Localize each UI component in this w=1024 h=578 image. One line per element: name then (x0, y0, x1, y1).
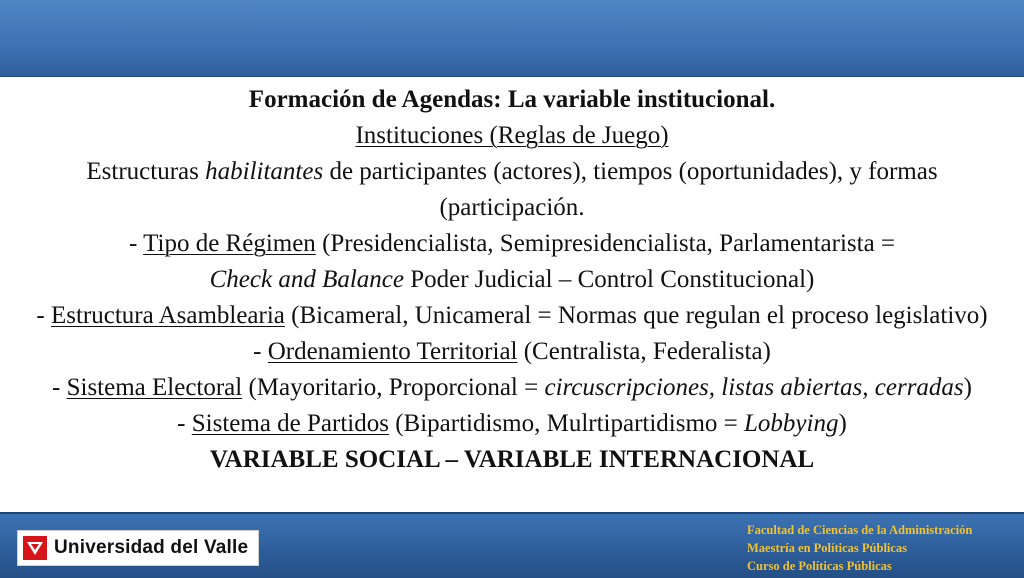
header-bar (0, 0, 1024, 77)
item-emphasis: circuscripciones, listas abiertas, cerradas (544, 374, 964, 401)
item-prefix: - (36, 302, 51, 329)
course-name: Curso de Políticas Públicas (747, 559, 892, 573)
item-estructura-asamblearia (18, 298, 1006, 334)
item-desc: (Presidencialista, Semipresidencialista, Parlamentarista = (315, 230, 896, 257)
item-prefix: - (253, 338, 268, 365)
item-desc: (Bicameral, Unicameral = Normas que regulan el proceso legislativo) (284, 302, 988, 329)
item-desc: (Centralista, Federalista) (517, 338, 771, 365)
univalle-logo-icon (23, 536, 47, 560)
item-prefix: - (128, 230, 144, 257)
item-desc: Poder Judicial – Control Constitucional) (403, 266, 815, 293)
item-prefix: - (177, 410, 192, 437)
item-term: Tipo de Régimen (143, 230, 316, 257)
item-term: Estructura Asamblearia (50, 302, 285, 329)
item-prefix: - (52, 374, 67, 401)
item-suffix: ) (963, 374, 972, 401)
item-desc: (Bipartidismo, Mulrtipartidismo = (388, 410, 745, 437)
intro-paragraph (18, 154, 1006, 226)
item-suffix: ) (838, 410, 847, 437)
intro-emphasis: habilitantes (205, 158, 324, 185)
slide-subtitle: Instituciones (Reglas de Juego) (355, 122, 669, 149)
intro-text-2: de participantes (actores), tiempos (oportunidades), y formas (participación. (323, 158, 938, 221)
item-term: Ordenamiento Territorial (267, 338, 518, 365)
slide-content (18, 82, 1006, 478)
item-sistema-partidos (18, 406, 1006, 442)
item-ordenamiento-territorial (18, 334, 1006, 370)
faculty-name: Facultad de Ciencias de la Administración (747, 523, 973, 537)
item-emphasis: Check and Balance (209, 266, 404, 293)
university-name: Universidad del Valle (54, 537, 249, 558)
item-term: Sistema de Partidos (191, 410, 389, 437)
intro-text-1: Estructuras (86, 158, 206, 185)
university-logo (17, 530, 259, 566)
program-name: Maestría en Políticas Públicas (747, 541, 908, 555)
item-desc: (Mayoritario, Proporcional = (242, 374, 545, 401)
item-tipo-regimen (18, 226, 1006, 262)
slide-title: Formación de Agendas: La variable institucional. (248, 86, 776, 113)
closing-line: VARIABLE SOCIAL – VARIABLE INTERNACIONAL (209, 446, 815, 473)
item-check-balance (18, 262, 1006, 298)
footer-bar (0, 512, 1024, 578)
item-sistema-electoral (18, 370, 1006, 406)
item-emphasis: Lobbying (744, 410, 839, 437)
item-term: Sistema Electoral (66, 374, 243, 401)
footer-credits (747, 521, 1019, 575)
